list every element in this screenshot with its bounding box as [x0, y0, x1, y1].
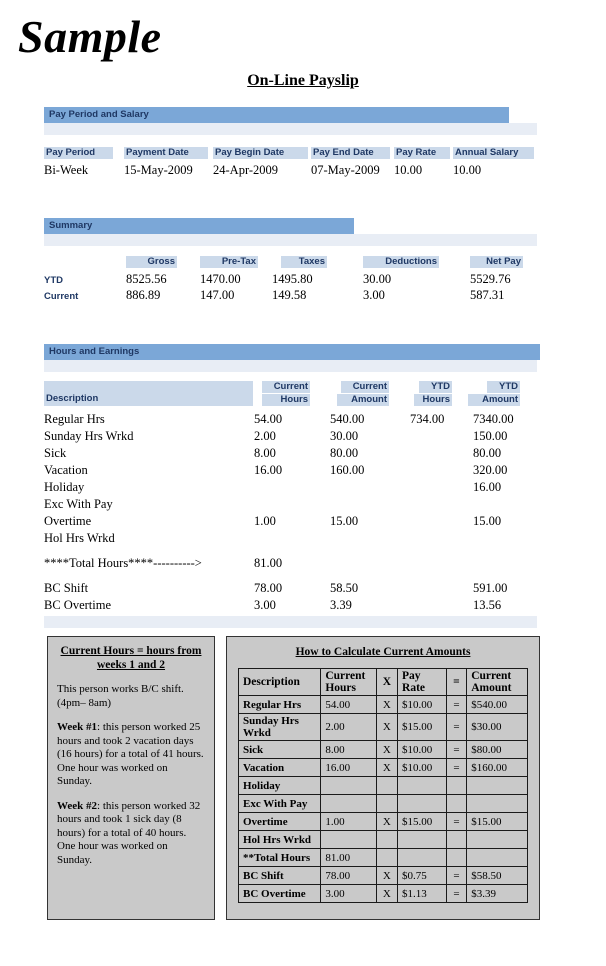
calc-cell-rate: $1.13 [398, 885, 447, 903]
calc-cell-times [376, 849, 397, 867]
calc-cell-amount [467, 795, 528, 813]
calc-cell-amount: $80.00 [467, 741, 528, 759]
calc-cell-hours: 78.00 [321, 867, 376, 885]
earnings-row-description: Overtime [44, 514, 92, 528]
column-header-deductions: Deductions [363, 256, 439, 268]
value-pay-end-date: 07-May-2009 [311, 163, 380, 177]
calc-cell-amount [467, 849, 528, 867]
table-row [239, 714, 528, 741]
section-header-hours-earnings: Hours and Earnings [44, 344, 540, 360]
calc-cell-equals [446, 849, 467, 867]
table-row [239, 759, 528, 777]
calc-cell-description: Sick [239, 741, 321, 759]
column-header-current-hours-line2: Hours [262, 394, 310, 406]
value-payment-date: 15-May-2009 [124, 163, 193, 177]
calculation-table [238, 668, 528, 903]
calc-cell-amount: $540.00 [467, 696, 528, 714]
earnings-row-description: Vacation [44, 463, 88, 477]
calc-cell-rate [398, 831, 447, 849]
value-pay-rate: 10.00 [394, 163, 423, 177]
calc-cell-amount [467, 831, 528, 849]
calc-cell-amount: $160.00 [467, 759, 528, 777]
calc-cell-description: BC Shift [239, 867, 321, 885]
earnings-row-description: Regular Hrs [44, 412, 105, 426]
calc-cell-equals: = [446, 813, 467, 831]
table-row [239, 867, 528, 885]
earnings-row-current-hours: 3.00 [254, 598, 276, 612]
table-row [239, 795, 528, 813]
earnings-row-ytd-amount: 7340.00 [473, 412, 514, 426]
notes-week1-paragraph [57, 721, 205, 789]
column-header-gross: Gross [126, 256, 177, 268]
calc-cell-hours: 54.00 [321, 696, 376, 714]
calc-cell-description: Hol Hrs Wrkd [239, 831, 321, 849]
summary-current-deductions: 3.00 [363, 288, 385, 302]
section-header-pay-period: Pay Period and Salary [44, 107, 509, 123]
column-header-description: Description [44, 381, 253, 406]
calc-cell-times: X [376, 759, 397, 777]
calc-cell-amount: $58.50 [467, 867, 528, 885]
earnings-row-ytd-amount: 16.00 [473, 480, 502, 494]
earnings-row-current-amount: 80.00 [330, 446, 359, 460]
calc-cell-amount: $15.00 [467, 813, 528, 831]
calc-cell-rate: $15.00 [398, 813, 447, 831]
summary-ytd-gross: 8525.56 [126, 272, 167, 286]
summary-current-gross: 886.89 [126, 288, 161, 302]
sample-watermark: Sample [18, 11, 162, 62]
earnings-row-current-amount: 30.00 [330, 429, 359, 443]
calc-header-description: Description [239, 669, 321, 696]
calc-header-current-hours-line2: Hours [325, 682, 356, 694]
calc-cell-hours: 81.00 [321, 849, 376, 867]
summary-ytd-deductions: 30.00 [363, 272, 392, 286]
calc-cell-equals [446, 777, 467, 795]
notes-shift-paragraph: This person works B/C shift. (4pm– 8am) [57, 683, 184, 709]
earnings-row-current-hours: 2.00 [254, 429, 276, 443]
calc-cell-times: X [376, 696, 397, 714]
earnings-row-description: Sunday Hrs Wrkd [44, 429, 134, 443]
calc-cell-rate: $10.00 [398, 696, 447, 714]
table-row [239, 696, 528, 714]
notes-box-title-line2: weeks 1 and 2 [96, 659, 166, 671]
calc-header-current-amount [467, 669, 528, 696]
notes-box-title [58, 644, 204, 672]
earnings-total-hours-label: ****Total Hours****----------> [44, 556, 202, 570]
calc-cell-rate: $10.00 [398, 759, 447, 777]
earnings-row-ytd-amount: 80.00 [473, 446, 502, 460]
calc-cell-description: Vacation [239, 759, 321, 777]
column-header-ytd-amount-line1: YTD [487, 381, 520, 393]
calc-header-current-amount-line1: Current [471, 670, 512, 682]
notes-week2-label: Week #2 [57, 799, 98, 812]
earnings-row-current-hours: 16.00 [254, 463, 283, 477]
earnings-row-current-amount: 58.50 [330, 581, 359, 595]
earnings-row-ytd-amount: 15.00 [473, 514, 502, 528]
calc-header-current-hours-line1: Current [325, 670, 366, 682]
earnings-total-hours-value: 81.00 [254, 556, 283, 570]
calc-cell-equals: = [446, 696, 467, 714]
section-strip-hours-earnings [44, 360, 537, 372]
table-row [239, 777, 528, 795]
section-strip-summary [44, 234, 537, 246]
calc-cell-times: X [376, 885, 397, 903]
calc-cell-times [376, 795, 397, 813]
column-header-current-amount-line2: Amount [337, 394, 389, 406]
calc-cell-description: Exc With Pay [239, 795, 321, 813]
earnings-row-current-hours: 8.00 [254, 446, 276, 460]
value-annual-salary: 10.00 [453, 163, 482, 177]
calc-cell-times: X [376, 867, 397, 885]
calc-header-times: X [376, 669, 397, 696]
earnings-row-current-amount: 540.00 [330, 412, 365, 426]
column-header-pay-end-date: Pay End Date [311, 147, 390, 159]
notes-week2-text: : this person worked 32 hours and took 1 sick day (8 hours) for a total of 40 hours. One hour was worked on Sunday. [57, 799, 201, 866]
calc-cell-equals: = [446, 867, 467, 885]
calc-cell-description: Regular Hrs [239, 696, 321, 714]
column-header-current-hours-line1: Current [262, 381, 310, 393]
column-header-pay-rate: Pay Rate [394, 147, 450, 159]
earnings-row-ytd-amount: 13.56 [473, 598, 502, 612]
calc-header-equals: = [446, 669, 467, 696]
earnings-row-description: Holiday [44, 480, 85, 494]
column-header-taxes: Taxes [281, 256, 327, 268]
earnings-row-ytd-amount: 591.00 [473, 581, 508, 595]
column-header-net-pay: Net Pay [470, 256, 523, 268]
earnings-row-description: Hol Hrs Wrkd [44, 531, 115, 545]
calc-cell-rate: $10.00 [398, 741, 447, 759]
calc-cell-description: BC Overtime [239, 885, 321, 903]
earnings-row-current-hours: 78.00 [254, 581, 283, 595]
calc-cell-description: **Total Hours [239, 849, 321, 867]
earnings-row-current-hours: 54.00 [254, 412, 283, 426]
earnings-row-description: BC Overtime [44, 598, 112, 612]
column-header-payment-date: Payment Date [124, 147, 208, 159]
summary-ytd-pre-tax: 1470.00 [200, 272, 241, 286]
column-header-annual-salary: Annual Salary [453, 147, 534, 159]
notes-week1-text: : this person worked 25 hours and took 2 vacation days (16 hours) for a total of 41 hours. One hour was worked on Sunday. [57, 721, 204, 787]
section-strip-pay-period [44, 123, 537, 135]
calc-cell-rate: $0.75 [398, 867, 447, 885]
calc-cell-equals: = [446, 741, 467, 759]
calc-cell-hours: 1.00 [321, 813, 376, 831]
calc-cell-equals: = [446, 714, 467, 741]
earnings-row-ytd-hours: 734.00 [410, 412, 445, 426]
summary-row-label-current: Current [44, 291, 79, 302]
table-row [239, 741, 528, 759]
page-title: On-Line Payslip [247, 72, 359, 89]
summary-current-taxes: 149.58 [272, 288, 307, 302]
calc-cell-equals: = [446, 759, 467, 777]
calc-cell-hours [321, 795, 376, 813]
calc-cell-hours [321, 831, 376, 849]
calc-header-pay-rate-line2: Rate [402, 682, 426, 694]
section-strip-footer [44, 616, 537, 628]
notes-box-title-line1: Current Hours = hours from [60, 645, 202, 657]
calc-cell-description: Sunday Hrs Wrkd [239, 714, 321, 741]
calc-cell-times [376, 831, 397, 849]
earnings-row-ytd-amount: 320.00 [473, 463, 508, 477]
calc-cell-times: X [376, 741, 397, 759]
column-header-current-amount-line1: Current [341, 381, 389, 393]
summary-ytd-taxes: 1495.80 [272, 272, 313, 286]
column-header-ytd-amount-line2: Amount [468, 394, 520, 406]
table-row [239, 813, 528, 831]
table-row [239, 885, 528, 903]
calc-header-current-amount-line2: Amount [471, 682, 512, 694]
notes-week2-paragraph [57, 800, 205, 868]
calc-header-pay-rate [398, 669, 447, 696]
summary-current-pre-tax: 147.00 [200, 288, 235, 302]
calc-cell-rate [398, 795, 447, 813]
calc-cell-description: Overtime [239, 813, 321, 831]
calc-cell-hours [321, 777, 376, 795]
notes-week1-label: Week #1 [57, 721, 98, 733]
earnings-row-description: Sick [44, 446, 67, 460]
calc-cell-rate [398, 849, 447, 867]
table-row [239, 831, 528, 849]
calc-table-header-row [239, 669, 528, 696]
earnings-row-current-amount: 15.00 [330, 514, 359, 528]
section-header-summary: Summary [44, 218, 354, 234]
calc-cell-amount: $3.39 [467, 885, 528, 903]
calculate-amounts-box [226, 636, 540, 920]
calc-cell-equals [446, 831, 467, 849]
calc-cell-equals [446, 795, 467, 813]
column-header-pay-period: Pay Period [44, 147, 113, 159]
summary-ytd-net-pay: 5529.76 [470, 272, 511, 286]
earnings-row-description: BC Shift [44, 581, 89, 595]
column-header-pay-begin-date: Pay Begin Date [213, 147, 308, 159]
calc-cell-hours: 8.00 [321, 741, 376, 759]
calc-cell-description: Holiday [239, 777, 321, 795]
calc-cell-times: X [376, 813, 397, 831]
earnings-row-current-amount: 160.00 [330, 463, 365, 477]
column-header-pre-tax: Pre-Tax [200, 256, 258, 268]
column-header-ytd-hours-line2: Hours [414, 394, 452, 406]
column-header-ytd-hours-line1: YTD [419, 381, 452, 393]
earnings-row-description: Exc With Pay [44, 497, 113, 511]
earnings-row-current-hours: 1.00 [254, 514, 276, 528]
summary-current-net-pay: 587.31 [470, 288, 505, 302]
calc-cell-times: X [376, 714, 397, 741]
value-pay-period: Bi-Week [44, 163, 89, 177]
value-pay-begin-date: 24-Apr-2009 [213, 163, 279, 177]
earnings-row-ytd-amount: 150.00 [473, 429, 508, 443]
current-hours-notes-box [47, 636, 215, 920]
calc-cell-hours: 2.00 [321, 714, 376, 741]
calc-header-pay-rate-line1: Pay [402, 670, 421, 682]
summary-row-label-ytd: YTD [44, 275, 63, 286]
calc-cell-rate: $15.00 [398, 714, 447, 741]
table-row [239, 849, 528, 867]
calc-cell-times [376, 777, 397, 795]
calc-cell-hours: 16.00 [321, 759, 376, 777]
calc-cell-amount: $30.00 [467, 714, 528, 741]
earnings-row-current-amount: 3.39 [330, 598, 352, 612]
calc-box-title: How to Calculate Current Amounts [295, 646, 471, 658]
calc-cell-equals: = [446, 885, 467, 903]
calc-cell-rate [398, 777, 447, 795]
calc-cell-amount [467, 777, 528, 795]
calc-header-current-hours [321, 669, 376, 696]
calc-cell-hours: 3.00 [321, 885, 376, 903]
